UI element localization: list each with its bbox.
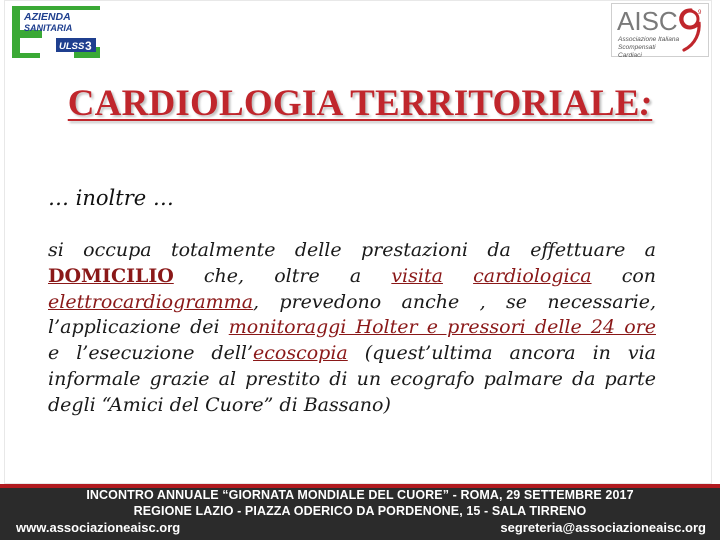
body-line-1 — [48, 238, 656, 264]
slide-subtitle: … inoltre … — [48, 186, 174, 210]
body-line-2 — [48, 264, 656, 290]
domicilio-emphasis: DOMICILIO — [48, 264, 174, 287]
footer-event-line: INCONTRO ANNUALE “GIORNATA MONDIALE DEL CUORE” - ROMA, 29 SETTEMBRE 2017 — [86, 488, 634, 502]
body-line-6 — [48, 367, 656, 393]
footer-website-link[interactable]: www.associazioneaisc.org — [16, 520, 181, 535]
aisc-wordmark: AISC — [617, 6, 678, 36]
slide-title — [0, 82, 720, 125]
visita-underlined: visita — [391, 264, 443, 287]
body-text-l5a: e l’esecuzione dell’ — [48, 342, 254, 365]
azienda-logo-graphic — [10, 3, 102, 61]
aisc-logo — [611, 3, 711, 59]
body-line-4 — [48, 315, 656, 341]
cardiologica-underlined: cardiologica — [473, 264, 592, 287]
body-line-5 — [48, 341, 656, 367]
monitoraggi-underlined: monitoraggi Holter e pressori delle 24 ore — [228, 316, 656, 339]
body-text-l5b: (quest’ultima ancora in via — [347, 342, 656, 365]
body-text-l7: degli “Amici del Cuore” di Bassano) — [48, 393, 391, 416]
slide-title-text: CARDIOLOGIA TERRITORIALE — [67, 83, 640, 124]
slide-title-colon: : — [639, 83, 653, 124]
ecg-underlined: elettrocardiogramma — [48, 290, 254, 313]
azienda-line2: SANITARIA — [24, 23, 73, 33]
ecoscopia-underlined: ecoscopia — [253, 342, 348, 365]
body-line-7 — [48, 393, 656, 419]
aisc-digit: 9 — [698, 10, 702, 16]
body-text-l2c: con — [591, 264, 657, 287]
aisc-tagline-1: Associazione Italiana — [618, 36, 680, 43]
azienda-line1: AZIENDA — [24, 11, 71, 23]
body-paragraph — [48, 238, 656, 419]
footer-email-link[interactable]: segreteria@associazioneaisc.org — [500, 520, 706, 535]
body-text-l1: si occupa totalmente delle prestazioni da effettuare a — [48, 239, 656, 261]
body-line-3 — [48, 290, 656, 316]
aisc-tagline — [618, 36, 680, 60]
aisc-logo-box — [611, 3, 709, 57]
heart-nine-icon — [674, 6, 708, 54]
body-text-l4a: l’applicazione dei — [48, 316, 229, 339]
aisc-tagline-2: Scompensati Cardiaci — [618, 44, 656, 59]
body-text-l3a: , prevedono anche , se necessarie, — [253, 290, 656, 313]
azienda-ulss: ULSS — [59, 41, 85, 52]
body-text-l2a: che, oltre a — [173, 264, 392, 287]
body-text-l6: informale grazie al prestito di un ecografo palmare da parte — [48, 367, 656, 390]
body-text-l2b — [443, 265, 473, 287]
azienda-number: 3 — [85, 39, 92, 53]
footer-banner — [0, 484, 720, 540]
footer-venue-line: REGIONE LAZIO - PIAZZA ODERICO DA PORDENONE, 15 - SALA TIRRENO — [133, 504, 587, 518]
azienda-sanitaria-logo — [10, 3, 102, 61]
